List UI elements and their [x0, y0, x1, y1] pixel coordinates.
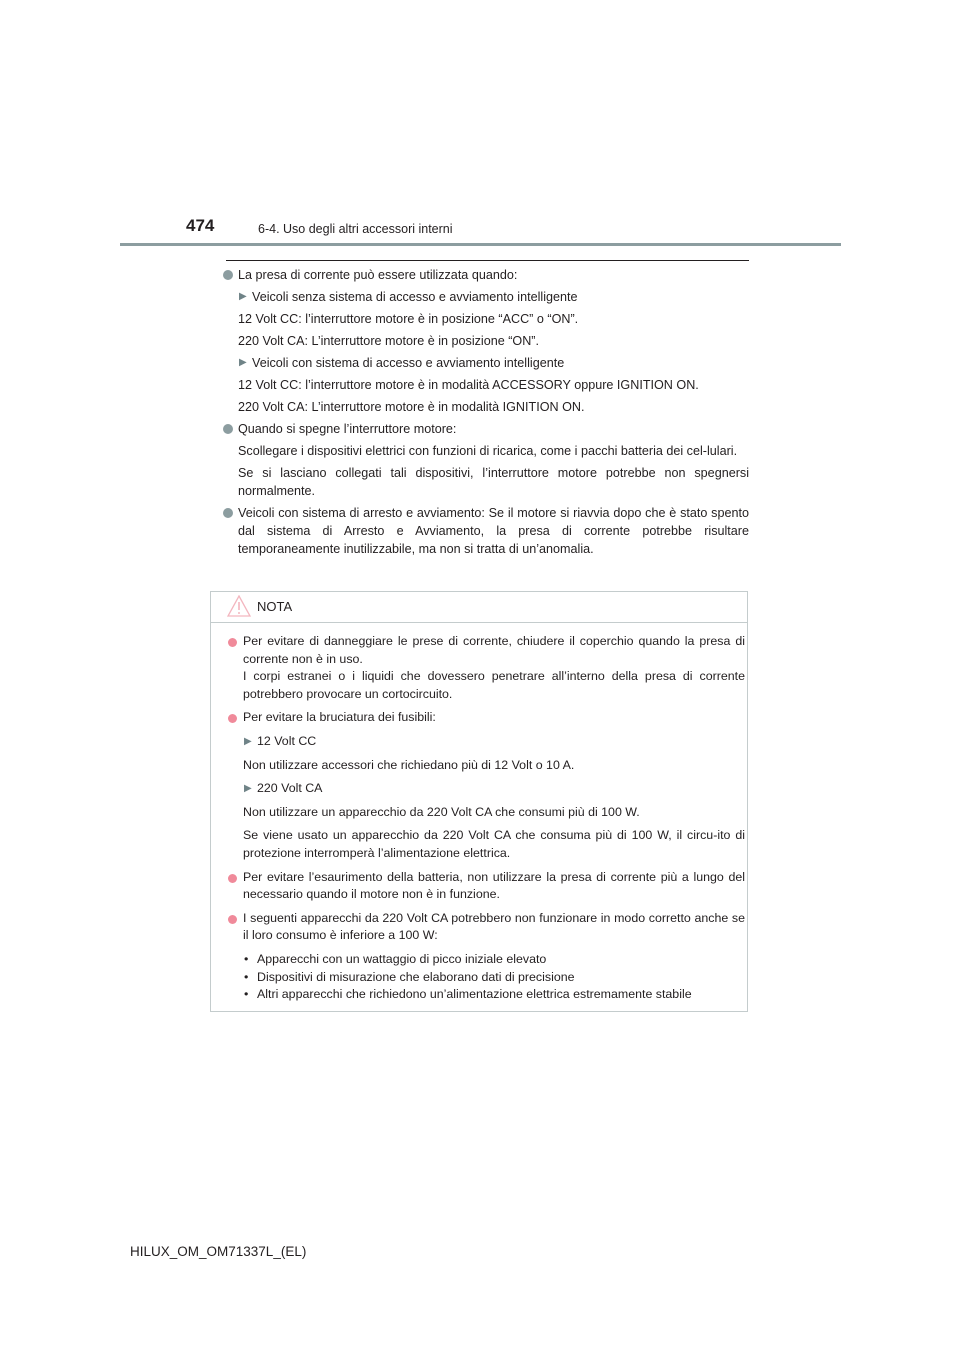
main-content — [223, 266, 749, 562]
list-item: • Apparecchi con un wattaggio di picco iniziale elevato — [244, 951, 547, 966]
sub-heading: ▶ Veicoli con sistema di accesso e avviamento intelligente — [239, 356, 565, 370]
bullet-item: Per evitare l’esaurimento della batteria, non utilizzare la presa di corrente più a lungo del necessario quando il motore non è in funzione. — [228, 869, 745, 904]
page-number: 474 — [186, 216, 215, 235]
paragraph: Non utilizzare un apparecchio da 220 Volt CA che consumi più di 100 W. — [243, 804, 640, 819]
sub-heading: ▶ Veicoli senza sistema di accesso e avviamento intelligente — [239, 290, 578, 304]
triangle-right-icon: ▶ — [239, 357, 247, 368]
content-rule — [226, 260, 749, 261]
note-title: NOTA — [257, 599, 293, 614]
section-title: 6-4. Uso degli altri accessori interni — [258, 222, 453, 236]
paragraph: Se si lasciano collegati tali dispositivi, l’interruttore motore potrebbe non spegnersi normalmente. — [238, 466, 749, 498]
triangle-right-icon: ▶ — [244, 735, 252, 747]
note-header — [211, 592, 747, 623]
list-item: • Altri apparecchi che richiedono un’alimentazione elettrica estremamente stabile — [244, 987, 692, 1002]
paragraph: 12 Volt CC: l’interruttore motore è in modalità ACCESSORY oppure IGNITION ON. — [238, 378, 699, 392]
bullet-item: Quando si spegne l’interruttore motore: — [223, 420, 749, 438]
sub-heading: ▶ 220 Volt CA — [228, 780, 745, 798]
bullet-dot-icon — [223, 424, 233, 434]
paragraph: 220 Volt CA: L’interruttore motore è in posizione “ON”. — [238, 334, 539, 348]
warning-icon — [227, 595, 251, 622]
paragraph: Scollegare i dispositivi elettrici con funzioni di ricarica, come i pacchi batteria dei cel-lulari. — [238, 444, 738, 458]
bullet-dot-icon — [223, 270, 233, 280]
list-item: • Dispositivi di misurazione che elaborano dati di precisione — [244, 969, 575, 984]
document-code: HILUX_OM_OM71337L_(EL) — [130, 1244, 307, 1259]
triangle-right-icon: ▶ — [244, 783, 252, 795]
bullet-dot-icon — [228, 915, 237, 924]
bullet-dot-icon — [228, 874, 237, 883]
paragraph: Non utilizzare accessori che richiedano più di 12 Volt o 10 A. — [243, 757, 575, 772]
paragraph: Se viene usato un apparecchio da 220 Volt CA che consuma più di 100 W, il circu-ito di protezione interromperà l’alimentazione elettrica. — [243, 828, 745, 860]
triangle-right-icon: ▶ — [239, 291, 247, 302]
bullet-dot-icon — [223, 508, 233, 518]
paragraph: 220 Volt CA: L’interruttore motore è in modalità IGNITION ON. — [238, 400, 585, 414]
note-box — [210, 591, 748, 1012]
sub-heading: ▶ 12 Volt CC — [228, 733, 745, 751]
header-rule — [120, 243, 841, 246]
bullet-item: I seguenti apparecchi da 220 Volt CA potrebbero non funzionare in modo corretto anche se il loro consumo è inferiore a 100 W: — [228, 910, 745, 945]
note-body — [228, 633, 745, 1004]
bullet-item: Veicoli con sistema di arresto e avviamento: Se il motore si riavvia dopo che è stato spento dal sistema di Arresto e Avviamento, la presa di corrente potrebbe risultare temporaneamente inutilizzabile, ma non si tratta di un’anomalia. — [223, 504, 749, 558]
bullet-item: La presa di corrente può essere utilizzata quando: — [223, 266, 749, 284]
dash-list — [228, 951, 745, 1004]
paragraph: I corpi estranei o i liquidi che dovessero penetrare all’interno della presa di corrente potrebbero provocare un cortocircuito. — [243, 669, 745, 701]
bullet-item: Per evitare la bruciatura dei fusibili: — [228, 709, 745, 727]
bullet-dot-icon — [228, 638, 237, 647]
bullet-item: Per evitare di danneggiare le prese di corrente, chiudere il coperchio quando la presa di corrente non è in uso. — [228, 633, 745, 668]
paragraph: 12 Volt CC: l’interruttore motore è in posizione “ACC” o “ON”. — [238, 312, 579, 326]
bullet-dot-icon — [228, 714, 237, 723]
